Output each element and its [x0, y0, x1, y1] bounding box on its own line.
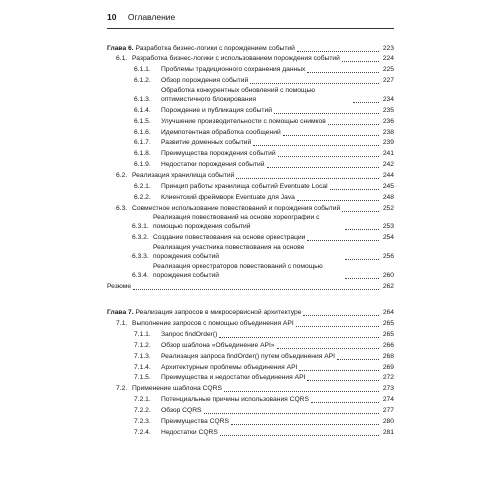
toc-entry[interactable]: [107, 428, 394, 439]
dot-leader: [307, 72, 379, 73]
toc-page-number: 235: [382, 106, 394, 114]
toc-page-number: 265: [382, 320, 394, 327]
toc-entry-number: 6.1.: [116, 55, 128, 63]
toc-entry[interactable]: [107, 319, 394, 330]
toc-entry-title: Применение шаблона CQRS: [132, 385, 222, 393]
toc-entry[interactable]: [107, 160, 394, 171]
toc-entry[interactable]: [107, 117, 394, 128]
dot-leader: [328, 124, 379, 125]
toc-entry-number: 7.2.1.: [134, 396, 151, 404]
toc-entry-title: Развитие доменных событий: [161, 139, 252, 147]
toc-entry[interactable]: [107, 106, 394, 117]
toc-page-number: 238: [382, 128, 394, 136]
running-header: [107, 11, 394, 29]
toc-entry-number: 6.1.6.: [134, 128, 151, 136]
toc-entry[interactable]: [107, 406, 394, 417]
toc-page-number: 248: [382, 193, 394, 201]
toc-entry[interactable]: [107, 139, 394, 150]
dot-leader: [345, 229, 379, 230]
dot-leader: [299, 370, 379, 371]
toc-page-number: 236: [382, 117, 394, 125]
toc-entry[interactable]: [107, 395, 394, 406]
toc-page-number: 234: [382, 95, 394, 103]
toc-entry-number: 6.3.2.: [132, 234, 149, 242]
toc-entry-title: Разработка бизнес-логики с использованием порождения событий: [132, 55, 340, 63]
toc-page-number: 242: [382, 161, 394, 169]
toc-chapter-label: Глава 6.: [107, 44, 134, 52]
toc-entry[interactable]: [107, 128, 394, 139]
dot-leader: [220, 435, 379, 436]
toc-entry-title: Создание повествования на основе оркестрации: [153, 234, 306, 242]
toc-entry-title: Проблемы традиционного сохранения данных: [161, 66, 306, 74]
toc-page-number: 262: [382, 282, 394, 290]
dot-leader: [267, 167, 379, 168]
toc-entry-number: 7.1.3.: [134, 352, 151, 360]
toc-page-number: 224: [382, 55, 394, 63]
toc-chapter-entry[interactable]: [107, 308, 394, 320]
toc-entry-number: 6.1.4.: [134, 106, 151, 114]
toc-entry-number: 6.1.9.: [134, 161, 151, 169]
dot-leader: [342, 211, 379, 212]
toc-entry-number: 7.2.2.: [134, 407, 151, 415]
toc-entry-title: Обзор CQRS: [161, 407, 202, 415]
dot-leader: [303, 315, 379, 316]
dot-leader: [345, 278, 379, 279]
toc-entry-title: Преимущества CQRS: [161, 418, 229, 426]
toc-entry-title: Обзор порождения событий: [161, 77, 249, 85]
toc-entry-number: 7.1.: [116, 320, 128, 327]
toc-page-number: 272: [382, 374, 394, 382]
toc-entry[interactable]: [107, 244, 394, 263]
toc-entry-title: Запрос findOrder(): [161, 330, 218, 338]
toc-page-number: 253: [382, 223, 394, 231]
toc-entry[interactable]: [107, 263, 394, 282]
toc-entry[interactable]: [107, 374, 394, 385]
toc-page-number: 277: [382, 407, 394, 415]
toc-page-number: 245: [382, 182, 394, 190]
toc-entry-number: 7.2.4.: [134, 428, 151, 436]
dot-leader: [330, 189, 379, 190]
toc-page-number: 281: [382, 428, 394, 436]
toc-entry-number: 7.1.4.: [134, 363, 151, 371]
toc-entry[interactable]: [107, 417, 394, 428]
dot-leader: [253, 145, 379, 146]
toc-page-number: 227: [382, 77, 394, 85]
toc-page-number: 223: [382, 44, 394, 52]
toc-entry-title: Реализация участника повествования на основе порождения событий: [153, 244, 305, 261]
toc-page-number: 273: [382, 385, 394, 393]
toc-entry-title: Клиентский фреймворк Eventuate для Java: [161, 193, 295, 201]
toc-entry[interactable]: [107, 171, 394, 182]
dot-leader: [297, 200, 379, 201]
toc-entry-number: 6.1.8.: [134, 150, 151, 158]
toc-entry-title: [107, 44, 295, 53]
toc-entry[interactable]: [107, 55, 394, 66]
toc-entry-number: 7.1.2.: [134, 341, 151, 349]
running-header-title: Оглавление: [127, 12, 176, 22]
toc-entry-title: Обзор шаблона «Объединение API»: [161, 341, 275, 349]
toc-entry[interactable]: [107, 282, 394, 293]
toc-entry[interactable]: [107, 215, 394, 234]
dot-leader: [231, 424, 379, 425]
toc-page-number: 244: [382, 172, 394, 180]
toc-entry-number: 6.3.: [116, 204, 128, 212]
toc-entry-title: Преимущества порождения событий: [161, 150, 276, 158]
toc-page-number: 260: [382, 271, 394, 279]
toc-page-number: 241: [382, 150, 394, 158]
toc-entry[interactable]: [107, 87, 394, 106]
toc-entry-title: Потенциальные причины использования CQRS: [161, 396, 309, 404]
dot-leader: [274, 113, 379, 114]
toc-entry[interactable]: [107, 182, 394, 193]
dot-leader: [297, 51, 379, 52]
toc-entry-number: 7.1.5.: [134, 374, 151, 382]
toc-entry-title: Выполнение запросов с помощью объединения API: [132, 320, 294, 327]
toc-entry-number: 7.2.: [116, 385, 128, 393]
dot-leader: [307, 240, 379, 241]
toc-entry-title: [107, 308, 301, 317]
toc-entry-title: Порождение и публикация событий: [161, 106, 272, 114]
toc-entry-title: Реализация запроса findOrder() путем объединения API: [161, 352, 335, 360]
toc-entry-title: Резюме: [107, 282, 132, 290]
toc-entry-title: Принцип работы хранилища событий Eventuate Local: [161, 182, 328, 190]
toc-entry-number: 6.2.1.: [134, 182, 151, 190]
toc-page-number: 254: [382, 234, 394, 242]
toc-entry-title: Архитектурные проблемы объединения API: [161, 363, 298, 371]
toc-entry-number: 6.3.4.: [132, 271, 149, 279]
toc-page-number: 225: [382, 66, 394, 74]
toc-entry-title: Реализация хранилища событий: [132, 172, 235, 180]
dot-leader: [204, 413, 380, 414]
dot-leader: [353, 102, 379, 103]
toc-entry-number: 6.2.: [116, 172, 128, 180]
toc-entry-title: Обработка конкурентных обновлений с помощью оптимистичного блокирования: [161, 86, 316, 103]
toc-page-number: 264: [382, 309, 394, 317]
dot-leader: [236, 178, 379, 179]
toc-page-number: 268: [382, 352, 394, 360]
dot-leader: [296, 326, 379, 327]
toc-chapter-entry[interactable]: [107, 43, 394, 55]
toc-entry-title: Преимущества и недостатки объединения API: [161, 374, 306, 382]
toc-entry[interactable]: [107, 341, 394, 352]
toc-entry[interactable]: [107, 65, 394, 76]
toc-page-number: 239: [382, 139, 394, 147]
dot-leader: [278, 156, 379, 157]
toc-page-number: 280: [382, 418, 394, 426]
toc-entry[interactable]: [107, 193, 394, 204]
page-number: 10: [107, 12, 117, 22]
toc-page-number: 274: [382, 396, 394, 404]
toc-entry-title: Реализация повествований на основе хореографии с помощью порождения событий: [153, 214, 320, 231]
toc-page-number: 269: [382, 363, 394, 371]
dot-leader: [307, 380, 379, 381]
toc-entry-number: 6.1.3.: [134, 95, 151, 103]
toc-entry-title: Реализация оркестраторов повествований с помощью порождения событий: [153, 262, 323, 279]
toc-entry[interactable]: [107, 384, 394, 395]
toc-page-number: 266: [382, 341, 394, 349]
toc-entry-number: 7.2.3.: [134, 418, 151, 426]
toc-entry-number: 6.2.2.: [134, 193, 151, 201]
dot-leader: [342, 61, 379, 62]
toc-page-number: 256: [382, 253, 394, 261]
dot-leader: [311, 402, 379, 403]
toc-chapter-title: Разработка бизнес-логики с порождением событий: [133, 44, 295, 52]
toc-entry-number: 6.3.1.: [132, 223, 149, 231]
dot-leader: [277, 348, 379, 349]
toc-entry-title: Идемпотентная обработка сообщений: [161, 128, 281, 136]
toc-entry-number: 6.1.1.: [134, 66, 151, 74]
dot-leader: [337, 359, 379, 360]
toc-entry-number: 6.1.7.: [134, 139, 151, 147]
toc-entry[interactable]: [107, 149, 394, 160]
toc-page-number: 252: [382, 204, 394, 212]
toc-entry-title: Недостатки CQRS: [161, 428, 218, 436]
dot-leader: [345, 259, 379, 260]
toc-entry-number: 6.3.3.: [132, 253, 149, 261]
dot-leader: [133, 289, 379, 290]
dot-leader: [283, 135, 379, 136]
toc-entry[interactable]: [107, 352, 394, 363]
toc-chapter-label: Глава 7.: [107, 309, 134, 317]
dot-leader: [250, 83, 379, 84]
dot-leader: [219, 337, 379, 338]
toc-entry-title: Улучшение производительности с помощью снимков: [161, 117, 326, 125]
toc-entry-number: 6.1.5.: [134, 117, 151, 125]
table-of-contents: [107, 43, 394, 439]
toc-entry-number: 6.1.2.: [134, 77, 151, 85]
toc-entry[interactable]: [107, 363, 394, 374]
toc-page-number: 265: [382, 330, 394, 338]
toc-entry-number: 7.1.1.: [134, 330, 151, 338]
toc-chapter-title: Реализация запросов в микросервисной архитектуре: [133, 309, 302, 317]
toc-entry-title: Недостатки порождения событий: [161, 161, 265, 169]
toc-entry-title: Совместное использование повествований и порождения событий: [132, 204, 341, 212]
dot-leader: [224, 391, 379, 392]
toc-entry[interactable]: [107, 330, 394, 341]
